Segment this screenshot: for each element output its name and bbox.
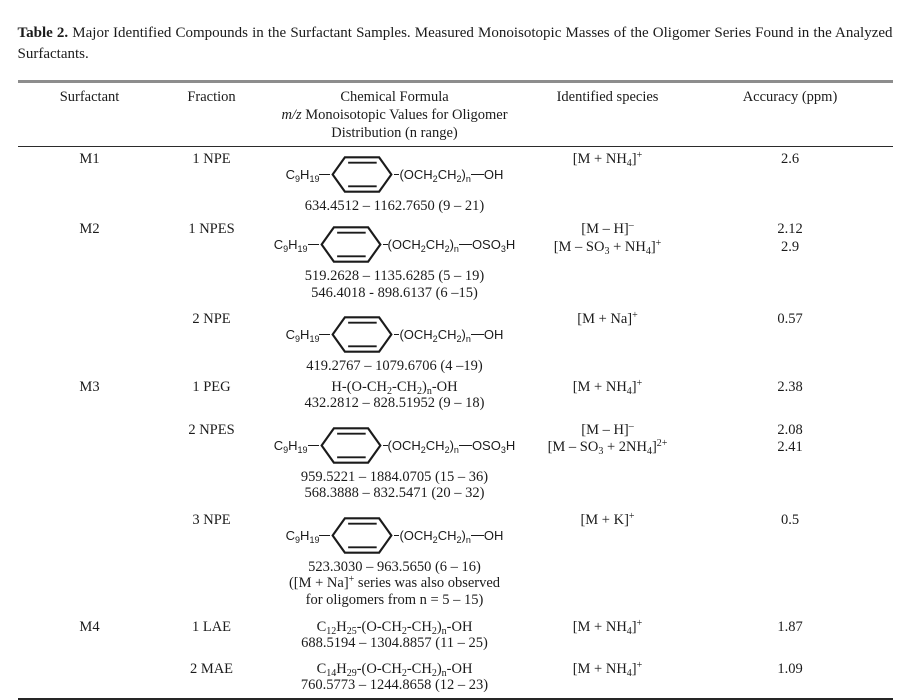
accuracy-value: 0.5 [780, 511, 800, 528]
bond-line [319, 535, 330, 536]
chemical-structure [262, 221, 528, 268]
benzene-ring-icon [331, 153, 393, 196]
chemical-formula-text: $H-(O-CH_2-CH_2)_n-OH$ [331, 378, 458, 397]
mz-range: 568.3888 – 832.5471 (20 – 32) [304, 485, 485, 501]
table-row [18, 508, 893, 615]
mz-range: 546.4018 - 898.6137 (6 –15) [311, 284, 478, 301]
accuracy-cell [688, 221, 893, 256]
accuracy-cell [688, 619, 893, 637]
identified-species: [M + Na]+ [577, 310, 638, 327]
chemical-cell [262, 619, 528, 652]
identified-species: [M – H]– [581, 220, 634, 237]
chemical-cell [262, 422, 528, 502]
table-row [18, 375, 893, 418]
bond-line [308, 244, 319, 245]
bond-line [319, 174, 330, 175]
bottom-rule [18, 698, 893, 700]
table-row [18, 307, 893, 375]
ethoxylate-chain-label: $(OCH_2CH_2)_n$ [387, 237, 459, 254]
end-group-label: OH [483, 167, 504, 182]
ethoxylate-chain-label: $(OCH_2CH_2)_n$ [399, 167, 471, 184]
accuracy-value: 2.38 [777, 378, 803, 395]
accuracy-value: 2.08 [777, 421, 803, 438]
table-row [18, 657, 893, 698]
accuracy-value: 1.09 [777, 660, 803, 677]
chemical-cell [262, 512, 528, 609]
identified-species: $[M + NH_4]^+$ [572, 377, 643, 397]
end-group-label: $OSO_3H$ [471, 437, 516, 455]
ethoxylate-chain-label: $(OCH_2CH_2)_n$ [399, 527, 471, 545]
bond-line [459, 244, 472, 245]
header-surfactant: Surfactant [59, 89, 120, 105]
bond-line [308, 445, 319, 446]
identified-species: $[M + NH_4]^+$ [572, 659, 643, 679]
benzene-ring-icon [320, 223, 382, 266]
end-group-label: OH [483, 327, 504, 342]
fraction-cell: 3 NPE [192, 511, 231, 528]
header-chemical-formula [262, 88, 528, 142]
chemical-cell [262, 661, 528, 694]
accuracy-value: 1.87 [777, 618, 803, 635]
identified-species: $[M + NH_4]^+$ [572, 150, 643, 169]
alkyl-group-label: $C_9H_{19}$ [285, 167, 320, 184]
fraction-cell: 1 NPES [188, 221, 235, 237]
mz-range: 519.2628 – 1135.6285 (5 – 19) [304, 268, 485, 284]
identified-species: $[M - SO_3 + 2NH_4]^{2+}$ [547, 438, 668, 457]
chemical-structure [262, 512, 528, 559]
chemical-structure [262, 151, 528, 198]
species-cell [528, 221, 688, 256]
bond-line [471, 535, 484, 536]
identified-species: $[M - SO_3 + NH_4]^+$ [553, 237, 662, 257]
chemical-cell [262, 311, 528, 375]
fraction-cell: 2 MAE [189, 660, 234, 677]
bond-line [319, 334, 330, 335]
chemical-formula-text: $C_{12}H_{25}-(O-CH_2-CH_2)_n-OH$ [316, 618, 473, 637]
header-identified-species: Identified species [556, 89, 659, 105]
alkyl-group-label: $C_9H_{19}$ [285, 327, 320, 344]
benzene-ring-icon [320, 424, 382, 467]
surfactant-cell: M4 [79, 618, 100, 635]
table-caption-label: Table 2. [17, 25, 69, 41]
table-body [18, 147, 893, 698]
mz-range: 523.3030 – 963.5650 (6 – 16) [308, 558, 481, 575]
mz-range: 688.5194 – 1304.8857 (11 – 25) [301, 635, 488, 651]
species-cell [528, 379, 688, 397]
mz-range: 760.5773 – 1244.8658 (12 – 23) [300, 677, 489, 693]
fraction-cell: 2 NPE [192, 311, 231, 327]
table-row [18, 418, 893, 508]
chemical-cell [262, 221, 528, 301]
accuracy-value: 2.12 [777, 221, 803, 237]
header-chemical-line3: Distribution (n range) [331, 125, 458, 141]
mz-range: 419.2767 – 1079.6706 (4 –19) [306, 358, 483, 374]
species-cell [528, 422, 688, 457]
accuracy-value: 2.9 [780, 238, 800, 255]
table-row [18, 615, 893, 657]
table-row [18, 217, 893, 307]
alkyl-group-label: $C_9H_{19}$ [273, 237, 308, 254]
header-chemical-line1: Chemical Formula [340, 89, 449, 105]
species-cell [528, 661, 688, 679]
header-fraction: Fraction [187, 89, 236, 105]
identified-species: [M + K]+ [580, 510, 635, 528]
accuracy-value: 2.41 [777, 439, 803, 455]
table-caption [18, 23, 893, 65]
fraction-cell: 1 LAE [191, 618, 232, 635]
alkyl-group-label: $C_9H_{19}$ [273, 437, 308, 455]
surfactant-cell: M2 [79, 221, 100, 237]
accuracy-cell [688, 311, 893, 329]
bond-line [471, 174, 484, 175]
chemical-cell [262, 151, 528, 215]
ethoxylate-chain-label: $(OCH_2CH_2)_n$ [399, 327, 471, 344]
header-chemical-line2: m/z Monoisotopic Values for Oligomer [281, 107, 508, 123]
end-group-label: $OSO_3H$ [471, 237, 516, 254]
identified-species: $[M + NH_4]^+$ [572, 617, 643, 637]
species-cell [528, 151, 688, 169]
header-accuracy: Accuracy (ppm) [742, 89, 838, 105]
fraction-cell: 1 PEG [192, 378, 231, 395]
accuracy-cell [688, 151, 893, 169]
end-group-label: OH [483, 527, 504, 543]
fraction-cell: 1 NPE [192, 151, 231, 167]
chemical-formula-text: $C_{14}H_{29}-(O-CH_2-CH_2)_n-OH$ [316, 660, 473, 679]
table-header-row [18, 83, 893, 146]
accuracy-cell [688, 512, 893, 530]
surfactant-cell: M1 [79, 151, 100, 167]
alkyl-group-label: $C_9H_{19}$ [285, 527, 320, 545]
species-cell [528, 619, 688, 637]
table-row [18, 147, 893, 217]
species-cell [528, 512, 688, 530]
chemical-structure [262, 422, 528, 469]
accuracy-cell [688, 661, 893, 679]
bond-line [471, 334, 484, 335]
benzene-ring-icon [331, 313, 393, 356]
accuracy-value: 2.6 [780, 151, 800, 167]
ethoxylate-chain-label: $(OCH_2CH_2)_n$ [387, 437, 459, 455]
fraction-cell: 2 NPES [188, 421, 235, 438]
chemical-cell [262, 379, 528, 412]
species-cell [528, 311, 688, 329]
mz-range: 432.2812 – 828.51952 (9 – 18) [304, 395, 485, 411]
surfactant-cell: M3 [79, 378, 100, 395]
chemical-structure [262, 311, 528, 358]
mz-range: ([M + Na]+ series was also observed [288, 574, 501, 591]
identified-species: [M – H]– [581, 420, 634, 438]
paper-page [18, 0, 893, 700]
accuracy-value: 0.57 [777, 311, 803, 327]
mz-range: 959.5221 – 1884.0705 (15 – 36) [300, 468, 489, 485]
accuracy-cell [688, 422, 893, 457]
accuracy-cell [688, 379, 893, 397]
mz-range: 634.4512 – 1162.7650 (9 – 21) [304, 198, 485, 214]
mz-range: for oligomers from n = 5 – 15) [305, 591, 484, 608]
table-caption-text: Major Identified Compounds in the Surfactant Samples. Measured Monoisotopic Masses of the Oligomer Series Found in the Analyzed Surfactants. [17, 25, 893, 62]
bond-line [459, 445, 472, 446]
benzene-ring-icon [331, 514, 393, 557]
